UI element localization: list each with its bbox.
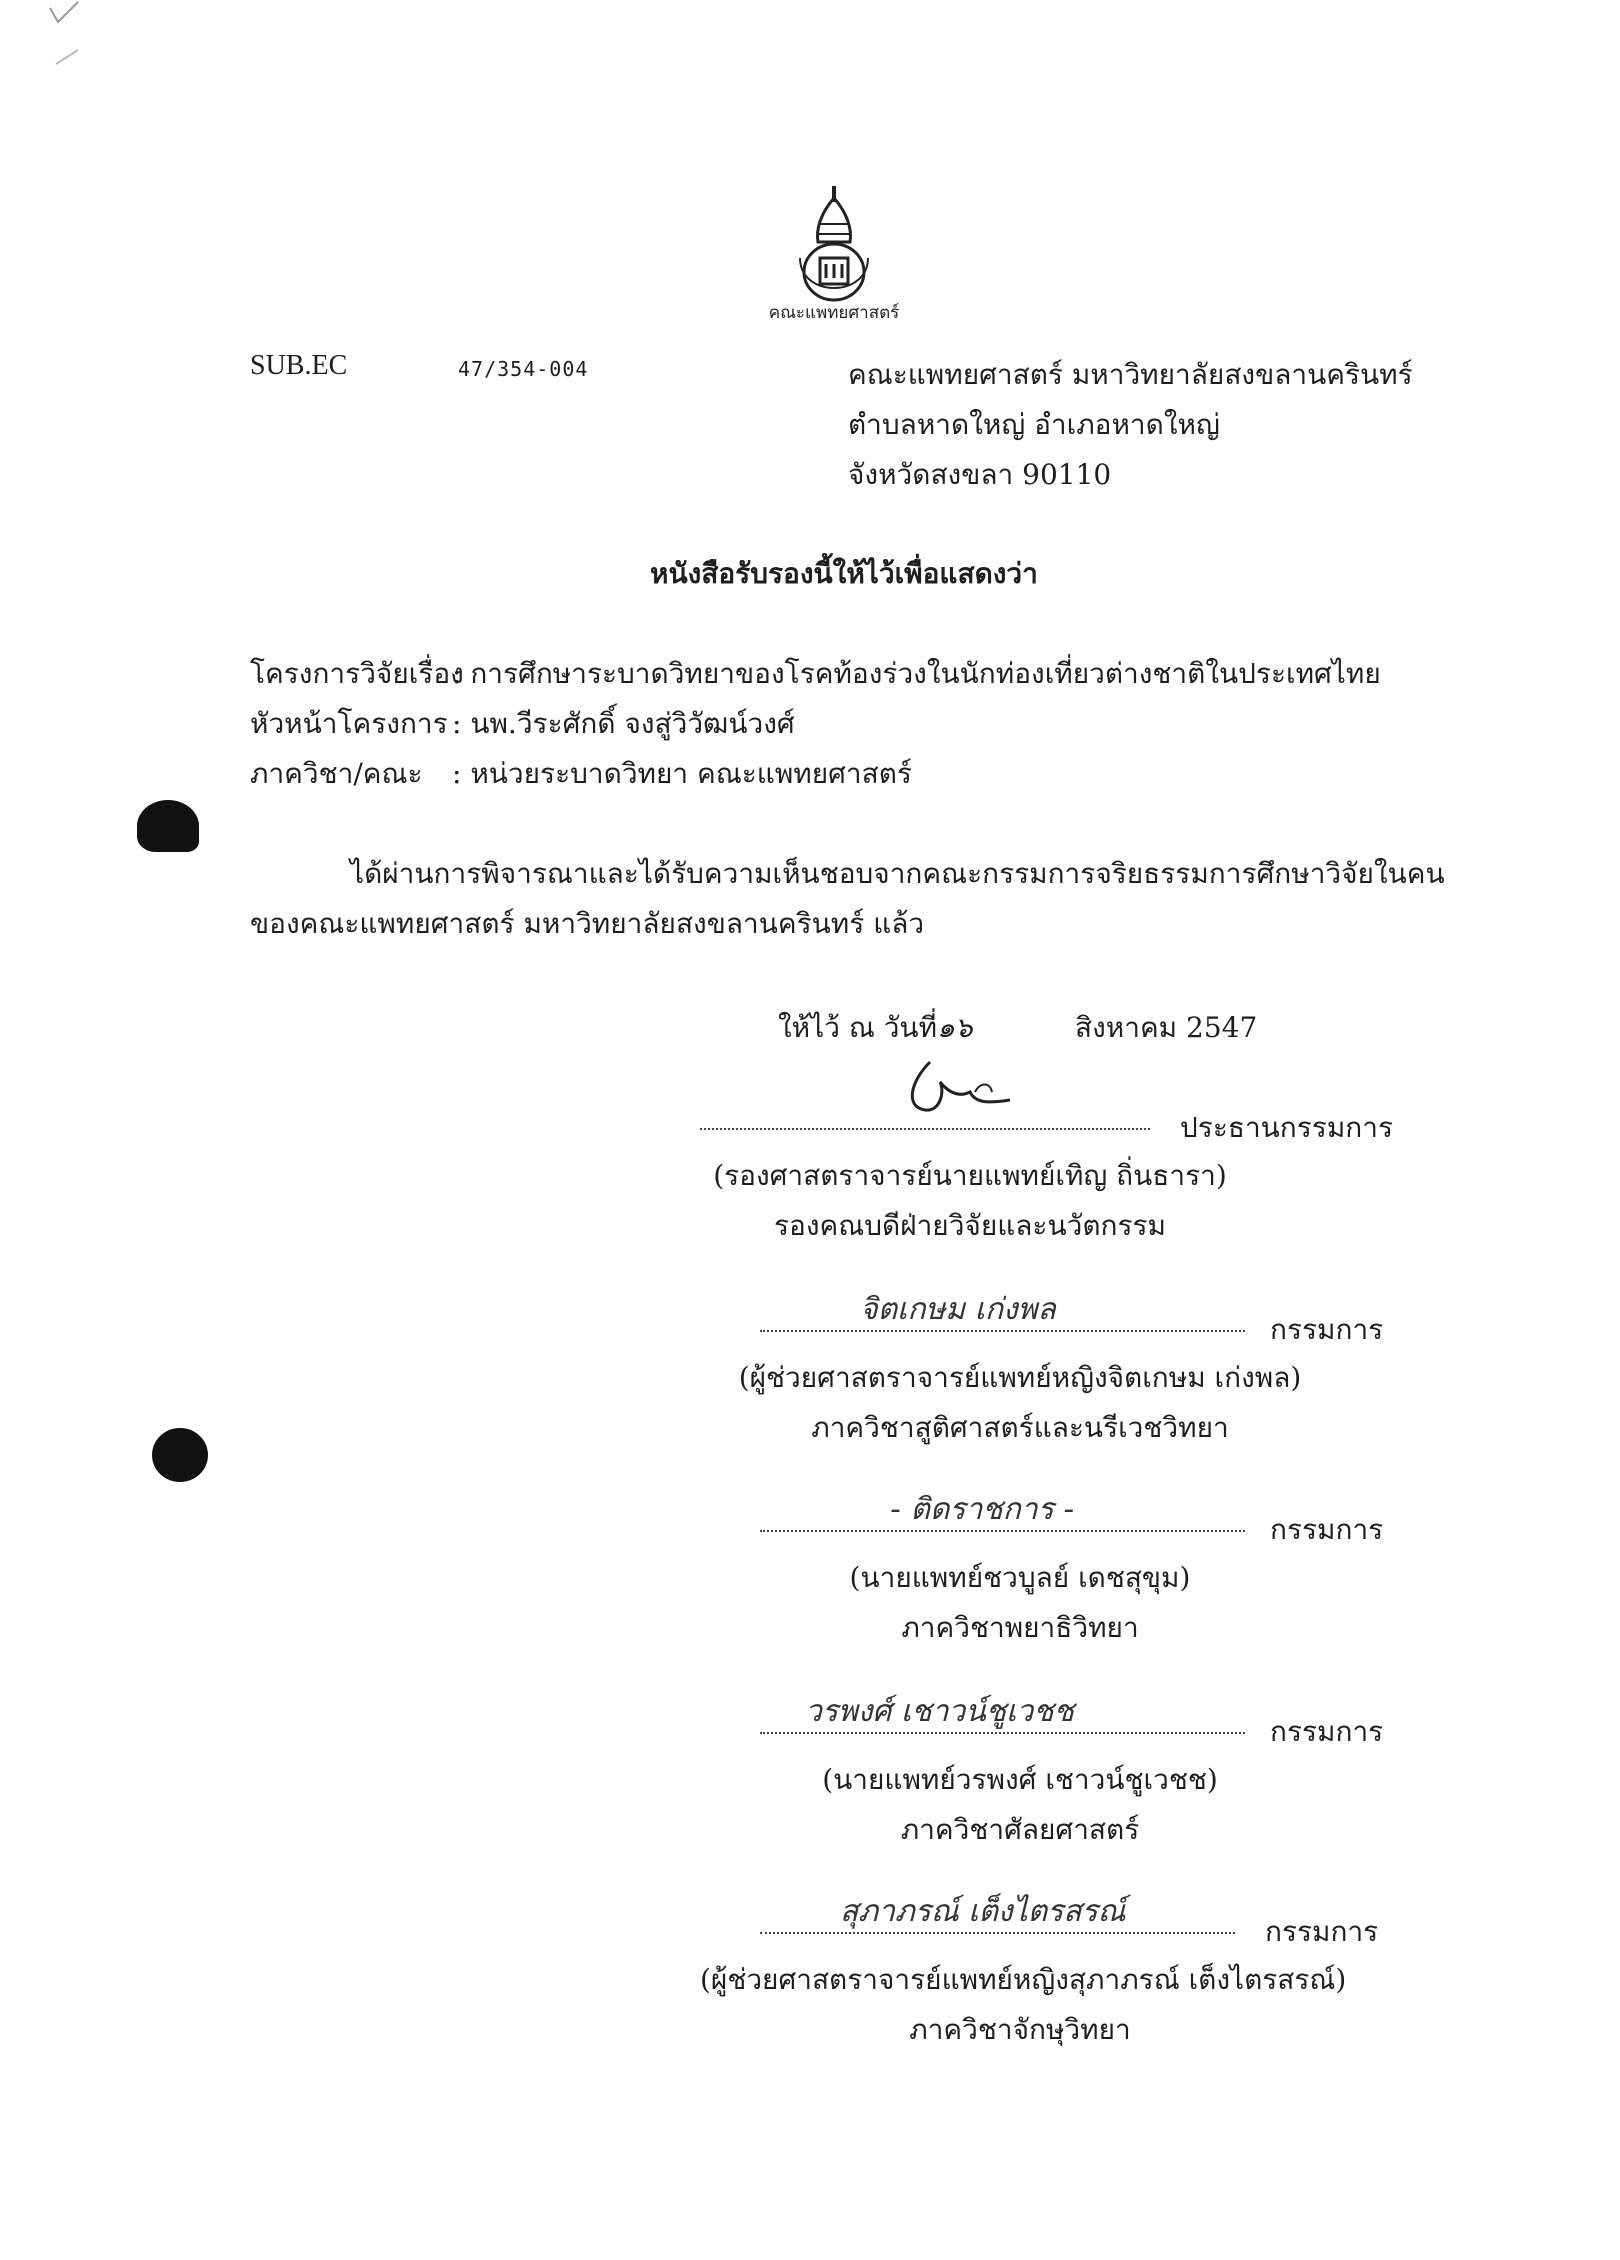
- handwritten-signature: [900, 1052, 1020, 1122]
- address-line: คณะแพทยศาสตร์ มหาวิทยาลัยสงขลานครินทร์: [848, 358, 1413, 391]
- project-leader-value: : นพ.วีระศักดิ์ จงสู่วิวัฒน์วงศ์: [452, 707, 795, 740]
- handwritten-signature: จิตเกษม เก่งพล: [860, 1292, 1056, 1327]
- body-line: ได้ผ่านการพิจารณาและได้รับความเห็นชอบจากคณะกรรมการจริยธรรมการศึกษาวิจัยในคน: [350, 857, 1445, 890]
- punch-hole-mark: [152, 1428, 208, 1482]
- handwritten-signature: วรพงศ์ เชาวน์ชูเวชช: [805, 1694, 1074, 1729]
- check-mark-icon: [48, 0, 88, 70]
- signature-line: [700, 1128, 1150, 1130]
- signatory-role: กรรมการ: [1270, 1313, 1384, 1346]
- project-title-label: โครงการวิจัยเรื่อง: [250, 657, 464, 690]
- signatory-name: (นายแพทย์วรพงศ์ เชาวน์ชูเวชช): [822, 1763, 1218, 1796]
- signatory-name: (นายแพทย์ชวบูลย์ เดชสุขุม): [849, 1561, 1191, 1594]
- handwritten-note: - ติดราชการ -: [890, 1492, 1075, 1527]
- signatory-name: (รองศาสตราจารย์นายแพทย์เทิญ ถิ่นธารา): [713, 1159, 1227, 1192]
- certificate-title: หนังสือรับรองนี้ให้ไว้เพื่อแสดงว่า: [650, 557, 1038, 590]
- signatory-position: ภาควิชาจักษุวิทยา: [909, 2013, 1131, 2046]
- date-prefix: ให้ไว้ ณ วันที่: [778, 1011, 938, 1044]
- signatory-name: (ผู้ช่วยศาสตราจารย์แพทย์หญิงจิตเกษม เก่งพล): [738, 1361, 1302, 1394]
- handwritten-signature: สุภาภรณ์ เต็งไตรสรณ์: [840, 1894, 1126, 1929]
- svg-text:คณะแพทยศาสตร์: คณะแพทยศาสตร์: [768, 303, 900, 323]
- date-month-year: สิงหาคม 2547: [1075, 1011, 1258, 1044]
- signatory-name: (ผู้ช่วยศาสตราจารย์แพทย์หญิงสุภาภรณ์ เต็งไตรสรณ์): [700, 1963, 1347, 1996]
- reference-number: 47/354-004: [458, 357, 589, 381]
- body-line: ของคณะแพทยศาสตร์ มหาวิทยาลัยสงขลานครินทร์ แล้ว: [250, 907, 925, 940]
- date-day: ๑๖: [937, 1011, 973, 1044]
- signature-line: [760, 1932, 1235, 1934]
- department-value: : หน่วยระบาดวิทยา คณะแพทยศาสตร์: [452, 757, 912, 790]
- signatory-position: ภาควิชาศัลยศาสตร์: [900, 1813, 1140, 1846]
- signatory-role: กรรมการ: [1270, 1513, 1384, 1546]
- project-title-value: : การศึกษาระบาดวิทยาของโรคท้องร่วงในนักท่องเที่ยวต่างชาติในประเทศไทย: [452, 657, 1381, 690]
- faculty-seal-logo: [760, 180, 910, 330]
- signatory-role: กรรมการ: [1270, 1715, 1384, 1748]
- address-line: จังหวัดสงขลา 90110: [848, 458, 1112, 491]
- signature-line: [760, 1330, 1245, 1332]
- signatory-position: ภาควิชาพยาธิวิทยา: [901, 1611, 1139, 1644]
- signature-scribble: [900, 1052, 1020, 1122]
- signatory-position: รองคณบดีฝ่ายวิจัยและนวัตกรรม: [773, 1209, 1167, 1242]
- signature-line: [760, 1530, 1245, 1532]
- punch-hole-mark: [137, 800, 199, 852]
- address-line: ตำบลหาดใหญ่ อำเภอหาดใหญ่: [848, 408, 1220, 441]
- signature-line: [760, 1732, 1245, 1734]
- signatory-role: กรรมการ: [1265, 1915, 1379, 1948]
- signatory-position: ภาควิชาสูติศาสตร์และนรีเวชวิทยา: [811, 1411, 1229, 1444]
- signatory-role: ประธานกรรมการ: [1180, 1111, 1394, 1144]
- department-label: ภาควิชา/คณะ: [250, 757, 423, 790]
- reference-code: SUB.EC: [250, 350, 348, 381]
- project-leader-label: หัวหน้าโครงการ: [250, 707, 448, 740]
